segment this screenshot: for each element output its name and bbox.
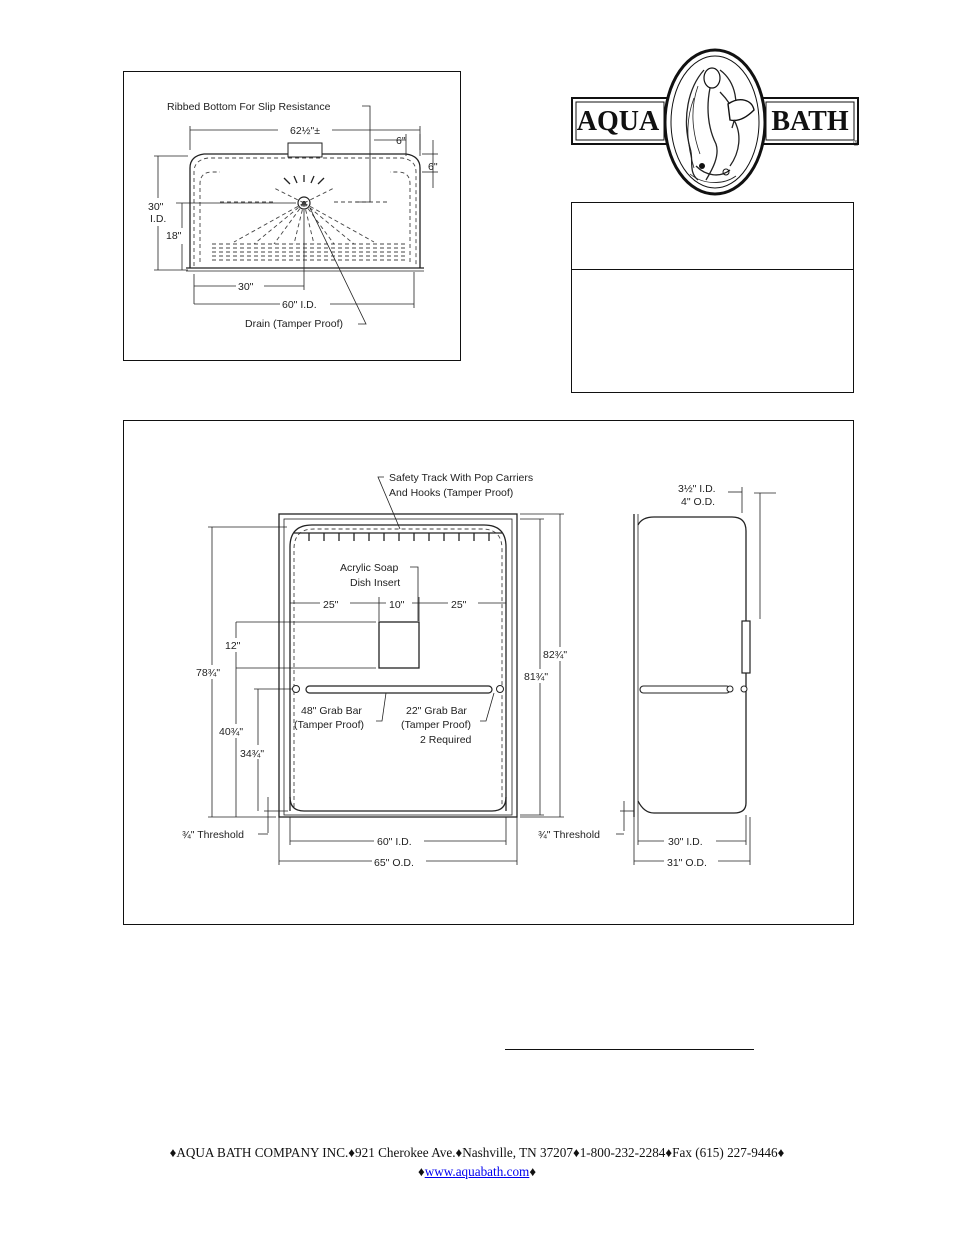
label-grab22-c: 2 Required [420,734,472,746]
dim-front-sixty-id: 60" I.D. [377,836,412,848]
dim-twelve: 12" [225,640,241,652]
label-safety-track-a: Safety Track With Pop Carriers [389,472,534,484]
dim-depth-od: 4" O.D. [681,496,716,508]
front-and-side-view-drawing [123,420,854,925]
top-view-drawing [123,71,461,361]
label-grab48-a: 48" Grab Bar [301,705,362,717]
footer-address: ♦AQUA BATH COMPANY INC.♦921 Cherokee Ave.♦Nashville, TN 37207♦1-800-232-2284♦Fax (615) 227-9446♦ [169,1145,785,1160]
label-drain: Drain (Tamper Proof) [245,318,344,330]
label-soap-dish-b: Dish Insert [350,577,401,589]
footer-diamond-right: ♦ [529,1164,537,1179]
label-safety-track-b: And Hooks (Tamper Proof) [389,487,514,499]
logo-right-word: BATH [771,106,849,137]
dim-eighteen: 18" [166,230,182,242]
specification-divider [572,269,853,270]
dim-ten: 10" [389,599,405,611]
footer [0,1143,954,1181]
website-link[interactable]: www.aquabath.com [424,1164,530,1179]
dim-six-height: 6" [428,161,438,173]
dim-sixty-id: 60" I.D. [282,299,317,311]
dim-eighty-two: 82¾" [543,649,568,661]
label-grab22-b: (Tamper Proof) [401,719,472,731]
dim-seventy-eight: 78¾" [196,667,221,679]
label-threshold-left: ¾" Threshold [182,829,244,841]
dim-sixty-five-od: 65" O.D. [374,857,414,869]
label-grab48-b: (Tamper Proof) [294,719,365,731]
mermaid-logo-icon [665,50,765,194]
dim-thirty: 30" [238,281,254,293]
aqua-bath-logo [570,48,860,196]
dim-side-thirty-id: 30" I.D. [668,836,703,848]
specification-box [571,202,854,393]
dim-twenty-five-left: 25" [323,599,339,611]
dim-thirty-id-a: 30" [148,201,164,213]
dim-thirty-four: 34¾" [240,748,265,760]
signature-line [505,1049,754,1050]
footer-diamond-left: ♦ [417,1164,425,1179]
dim-thirty-id-b: I.D. [150,213,167,225]
dim-depth-id: 3½" I.D. [678,483,716,495]
logo-left-word: AQUA [576,106,660,137]
dim-six-width: 6" [396,135,406,147]
registered-mark: ® [853,139,859,148]
dim-forty: 40¾" [219,726,244,738]
dim-eighty-one: 81¾" [524,671,549,683]
dim-thirty-one-od: 31" O.D. [667,857,707,869]
label-soap-dish-a: Acrylic Soap [340,562,399,574]
dim-twenty-five-right: 25" [451,599,467,611]
dim-overall-length: 62½"± [290,125,320,137]
label-grab22-a: 22" Grab Bar [406,705,467,717]
label-ribbed-bottom: Ribbed Bottom For Slip Resistance [167,101,331,113]
label-threshold-mid: ¾" Threshold [538,829,600,841]
footer-website-line [0,1162,954,1181]
